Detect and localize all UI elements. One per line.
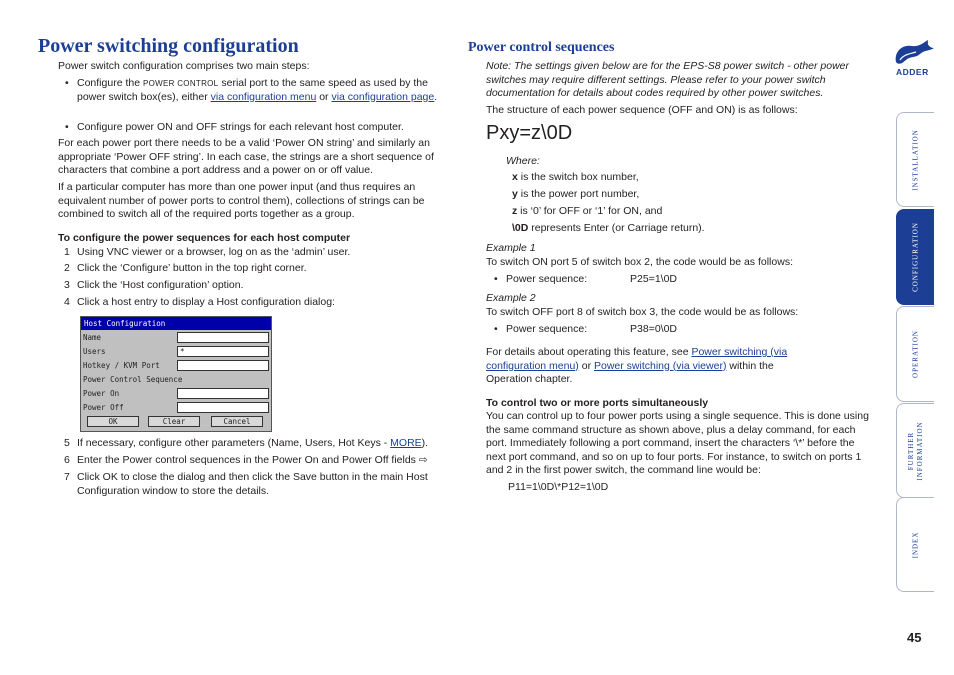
via-configuration-menu-link[interactable]: via configuration menu [210,90,317,103]
power-switching-menu-link[interactable]: Power switching (via configuration menu) [486,346,788,372]
cancel-button[interactable]: Cancel [211,416,263,427]
step-number: 2 [64,262,70,274]
page-title: Power switching configuration [38,35,299,57]
multi-port-subheading: To control two or more ports simultaneously [486,397,709,409]
page-number: 45 [907,630,922,645]
ok-button[interactable]: OK [87,416,139,427]
bullet-serial-port [77,77,449,104]
step-text: Click the ‘Configure’ button in the top right corner. [77,262,307,274]
details-b: within the Operation chapter. [486,359,774,386]
bullet1-text-b: serial port to the same speed as used by the power switch box(es), either [77,77,428,103]
para-power-port: For each power port there needs to be a valid ‘Power ON string’ and similarly an appropriate ‘Power OFF string’. In each case, the strings are a short sequence of characters that combine a port address and a power on or off value. [58,137,434,177]
step-number: 4 [64,296,70,308]
example1-text: To switch ON port 5 of switch box 2, the code would be as follows: [486,256,793,268]
step6-text-b: in the Power On and Power Off fields ⇨ [240,454,428,466]
tab-label: INSTALLATION [911,128,919,191]
example2-bullet [506,323,677,337]
details-a: For details about operating this feature, see [486,346,692,358]
step-number: 7 [64,471,70,483]
def-key: x [512,171,518,183]
example2-label: Example 2 [486,292,536,304]
dialog-label-power-off: Power Off [83,403,124,412]
tab-configuration[interactable] [896,209,934,305]
step-text: Using VNC viewer or a browser, log on as the ‘admin’ user. [77,246,351,258]
step-3 [64,279,244,293]
ex2-label: Power sequence: [506,323,588,335]
def-x [512,171,639,185]
tab-label-text: FURTHER INFORMATION [906,420,924,481]
step-1 [64,246,351,260]
power-on-field[interactable] [177,388,269,399]
example2-text: To switch OFF port 8 of switch box 3, the code would be as follows: [486,306,799,318]
details-or: or [578,359,594,372]
step-6 [64,454,457,468]
step-text: Click a host entry to display a Host configuration dialog: [77,296,335,308]
multi-port-paragraph: You can control up to four power ports using a single sequence. This is done using the same command structure as shown above, plus a delay command, for each port. Immediately following a port command, insert the characters ‘\*’ before the next port command, and so on up to four ports. For instance, to switch on ports 1 and 2 in the first power switch, the command line would be: [486,410,869,477]
dialog-label-power-on: Power On [83,389,120,398]
step-number: 6 [64,454,70,466]
host-configuration-dialog [80,316,272,432]
bullet1-or: or [316,90,332,103]
hotkey-field[interactable] [177,360,269,371]
name-field[interactable] [177,332,269,343]
multi-port-code: P11=1\0D\*P12=1\0D [508,481,609,493]
tab-label [907,421,925,481]
ex2-code: P38=0\0D [630,323,677,335]
step6-em: Power control sequences [122,454,241,466]
def-val: is the power port number, [517,188,640,200]
clear-button[interactable]: Clear [148,416,200,427]
def-y [512,188,639,202]
def-val: represents Enter (or Carriage return). [528,222,705,234]
tab-operation[interactable] [896,306,934,402]
example1-bullet [506,273,677,287]
tab-label: INDEX [911,531,919,558]
users-value: * [180,347,185,356]
def-key: z [512,205,518,217]
step-7 [64,471,449,498]
formula: Pxy=z\0D [486,122,573,144]
power-switching-viewer-link[interactable]: Power switching (via viewer) [593,359,727,372]
tab-label: CONFIGURATION [911,222,919,292]
ex1-label: Power sequence: [506,273,588,285]
step7-text: Click OK to close the dialog and then click the Save button in the main Host Configuration window to store the details. [77,471,428,497]
step-2 [64,262,307,276]
def-0d [512,222,705,236]
power-off-field[interactable] [177,402,269,413]
structure-text: The structure of each power sequence (OFF and ON) is as follows: [486,104,798,116]
step-number: 1 [64,246,70,258]
power-control-smallcaps: POWER CONTROL [142,79,219,88]
tab-index[interactable] [896,497,934,592]
def-val: is the switch box number, [517,171,639,183]
def-val: is ‘0’ for OFF or ‘1’ for ON, and [517,205,663,217]
logo-text: ADDER [896,67,929,77]
configure-subheading: To configure the power sequences for each host computer [58,232,351,244]
dialog-label-users: Users [83,347,106,356]
step5-text-a: If necessary, configure other parameters (Name, Users, Hot Keys - [77,437,391,449]
note-text: Note: The settings given below are for the EPS-S8 power switch - other power switches may require different settings. Please refer to your power switch documentation for details about codes required by other power switches. [486,60,850,100]
step-5 [64,437,457,451]
adder-snake-icon [890,38,938,68]
step-number: 3 [64,279,70,291]
step-4 [64,296,335,310]
bullet1-text-a: Configure the [77,77,143,89]
dialog-label-name: Name [83,333,102,342]
intro-text: Power switch configuration comprises two main steps: [58,60,310,72]
where-label: Where: [506,155,540,167]
tab-further-information[interactable] [896,403,934,498]
ex1-code: P25=1\0D [630,273,677,285]
via-configuration-page-link[interactable]: via configuration page [331,90,435,103]
tab-label: OPERATION [911,330,919,378]
para-multiple-inputs: If a particular computer has more than one power input (and thus requires an equivalent number of power ports to control them), collections of strings can be combined to switch all of the required ports together as a group. [58,181,425,221]
def-z [512,205,662,219]
power-control-heading: Power control sequences [468,40,615,55]
users-field[interactable] [177,346,269,357]
bullet1-end: . [434,90,438,103]
def-key: \0D [512,222,529,234]
step5-text-b: ). [421,437,429,449]
dialog-label-power-control: Power Control Sequence [83,375,183,384]
step6-text-a: Enter the [77,454,123,466]
tab-installation[interactable] [896,112,934,207]
dialog-title: Host Configuration [81,317,271,330]
details-text [486,346,816,387]
step-number: 5 [64,437,70,449]
bullet-power-strings: • Configure power ON and OFF strings for each relevant host computer. [77,121,449,135]
step-text: Click the ‘Host configuration’ option. [77,279,244,291]
dialog-label-hotkey: Hotkey / KVM Port [83,361,160,370]
example1-label: Example 1 [486,242,536,254]
more-link[interactable]: MORE [390,437,422,449]
def-key: y [512,188,518,200]
adder-logo [890,38,938,78]
